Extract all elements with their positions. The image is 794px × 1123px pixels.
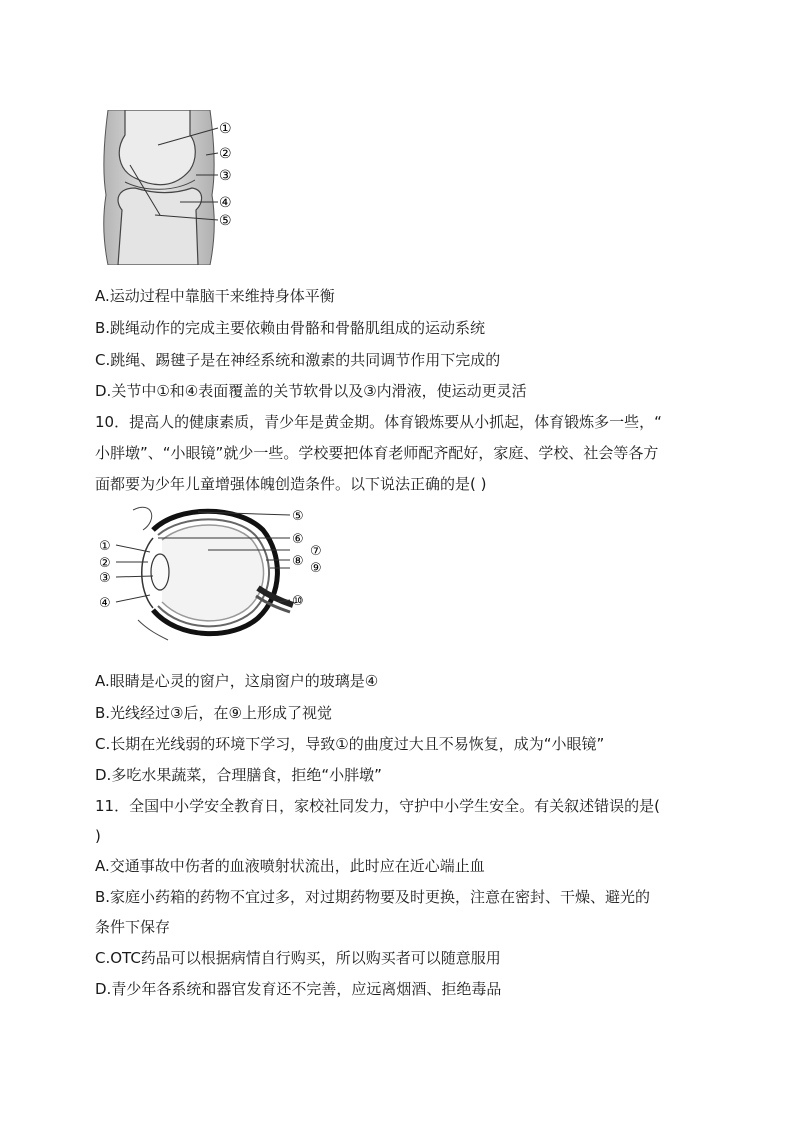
joint-figure	[100, 110, 260, 265]
eye-label-8: ⑧	[292, 554, 304, 569]
q9-option-d: D.关节中①和④表面覆盖的关节软骨以及③内滑液，使运动更灵活	[95, 382, 527, 400]
eye-label-2: ②	[99, 556, 111, 571]
q10-stem-line1: 10．提高人的健康素质，青少年是黄金期。体育锻炼要从小抓起，体育锻炼多一些，“	[95, 413, 662, 431]
joint-label-2: ②	[219, 146, 232, 162]
eye-label-9: ⑨	[310, 561, 322, 576]
q10-option-c: C.长期在光线弱的环境下学习，导致①的曲度过大且不易恢复，成为“小眼镜”	[95, 735, 605, 753]
q10-option-d: D.多吃水果蔬菜，合理膳食，拒绝“小胖墩”	[95, 766, 382, 784]
q10-option-a: A.眼睛是心灵的窗户，这扇窗户的玻璃是④	[95, 672, 379, 690]
eye-label-3: ③	[99, 571, 111, 586]
q11-option-a: A.交通事故中伤者的血液喷射状流出，此时应在近心端止血	[95, 857, 485, 875]
q11-stem-line1: 11．全国中小学安全教育日，家校社同发力，守护中小学生安全。有关叙述错误的是(	[95, 797, 660, 815]
eye-label-4: ④	[99, 596, 111, 611]
q10-option-b: B.光线经过③后，在⑨上形成了视觉	[95, 704, 332, 722]
eye-figure	[98, 500, 338, 650]
q9-option-a: A.运动过程中靠脑干来维持身体平衡	[95, 287, 335, 305]
q11-stem-line2: )	[95, 827, 101, 845]
q10-stem-line3: 面都要为少年儿童增强体魄创造条件。以下说法正确的是( )	[95, 475, 487, 493]
eye-label-6: ⑥	[292, 532, 304, 547]
joint-label-4: ④	[219, 195, 232, 211]
q10-stem-line2: 小胖墩”、“小眼镜”就少一些。学校要把体育老师配齐配好，家庭、学校、社会等各方	[95, 444, 659, 462]
joint-label-1: ①	[219, 121, 232, 137]
eye-label-7: ⑦	[310, 544, 322, 559]
joint-label-5: ⑤	[219, 213, 232, 229]
q9-option-b: B.跳绳动作的完成主要依赖由骨骼和骨骼肌组成的运动系统	[95, 319, 486, 337]
q11-option-b: B.家庭小药箱的药物不宜过多，对过期药物要及时更换，注意在密封、干燥、避光的	[95, 888, 651, 906]
q11-option-d: D.青少年各系统和器官发育还不完善，应远离烟酒、拒绝毒品	[95, 980, 502, 998]
q11-option-b-cont: 条件下保存	[95, 918, 171, 936]
joint-label-3: ③	[219, 168, 232, 184]
eye-label-5: ⑤	[292, 509, 304, 524]
eye-label-10: ⑩	[292, 594, 304, 609]
eye-label-1: ①	[99, 539, 111, 554]
q11-option-c: C.OTC药品可以根据病情自行购买，所以购买者可以随意服用	[95, 949, 501, 967]
q9-option-c: C.跳绳、踢毽子是在神经系统和激素的共同调节作用下完成的	[95, 351, 501, 369]
